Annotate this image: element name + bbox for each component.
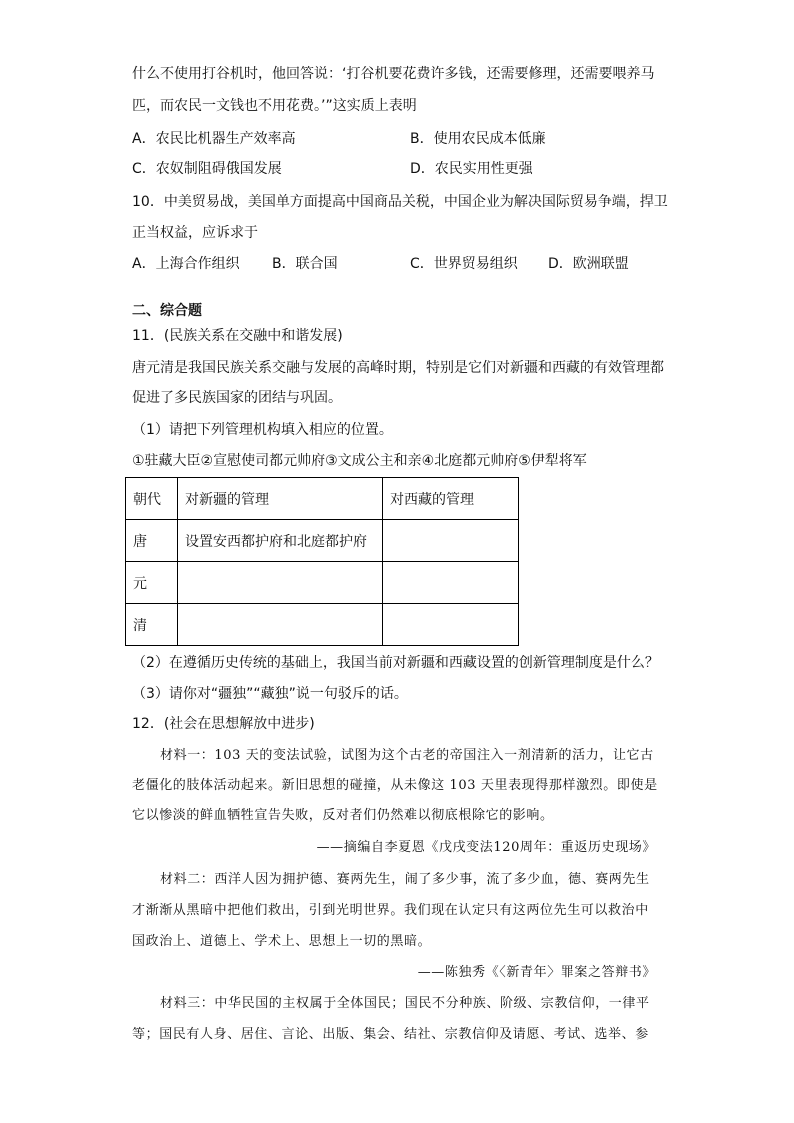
q10-option-b: B．联合国 [272, 256, 338, 272]
q11-intro-line-1: 唐元清是我国民族关系交融与发展的高峰时期，特别是它们对新疆和西藏的有效管理都 [132, 360, 664, 376]
q12-material-2-line-1: 材料二：西洋人因为拥护德、赛两先生，闹了多少事，流了多少血，德、赛两先生 [160, 872, 650, 887]
table-cell-blank[interactable] [178, 562, 383, 604]
table-cell-blank[interactable] [178, 604, 383, 646]
table-header-cell: 对新疆的管理 [178, 478, 383, 520]
q10-option-c: C．世界贸易组织 [410, 256, 518, 272]
table-cell: 唐 [126, 520, 178, 562]
section-heading: 二、综合题 [132, 303, 202, 319]
q10-stem-line-1: 10．中美贸易战，美国单方面提高中国商品关税，中国企业为解决国际贸易争端，捍卫 [132, 194, 668, 210]
q12-material-1-line-1: 材料一：103 天的变法试验，试图为这个古老的帝国注入一剂清新的活力，让它古 [160, 748, 654, 763]
q9-option-a: A．农民比机器生产效率高 [132, 131, 296, 147]
q11-subquestion-1: （1）请把下列管理机构填入相应的位置。 [132, 422, 393, 438]
q9-option-d: D．农民实用性更强 [410, 161, 533, 177]
q11-title: 11．(民族关系在交融中和谐发展) [132, 328, 343, 344]
q9-stem-line-2: 匹，而农民一文钱也不用花费。’”这实质上表明 [132, 98, 417, 114]
table-cell-blank[interactable] [383, 604, 519, 646]
table-cell: 清 [126, 604, 178, 646]
table-cell-blank[interactable] [383, 520, 519, 562]
q12-material-1-line-2: 老僵化的肢体活动起来。新旧思想的碰撞，从未像这 103 天里表现得那样激烈。即使是 [132, 778, 658, 793]
q12-material-2-line-3: 国政治上、道德上、学术上、思想上一切的黑暗。 [132, 934, 432, 949]
table-cell: 设置安西都护府和北庭都护府 [178, 520, 383, 562]
q12-material-3-line-1: 材料三：中华民国的主权属于全体国民；国民不分种族、阶级、宗教信仰，一律平 [160, 996, 650, 1011]
q10-stem-line-2: 正当权益，应诉求于 [132, 225, 258, 241]
table-header-row [126, 478, 519, 520]
table-cell-blank[interactable] [383, 562, 519, 604]
q10-option-a: A．上海合作组织 [132, 256, 240, 272]
table-row [126, 604, 519, 646]
q11-intro-line-2: 促进了多民族国家的团结与巩固。 [132, 390, 342, 406]
q11-table [125, 477, 519, 646]
q12-material-2-source: ——陈独秀《〈新青年〉罪案之答辩书》 [417, 965, 656, 980]
q9-option-c: C．农奴制阻碍俄国发展 [132, 161, 282, 177]
q12-material-3-line-2: 等；国民有人身、居住、言论、出版、集会、结社、宗教信仰及请愿、考试、选举、参 [132, 1027, 649, 1042]
q11-subquestion-3: （3）请你对“疆独”“藏独”说一句驳斥的话。 [132, 686, 408, 702]
q12-material-2-line-2: 才渐渐从黑暗中把他们救出，引到光明世界。我们现在认定只有这两位先生可以救治中 [132, 903, 649, 918]
table-row [126, 562, 519, 604]
table-row [126, 520, 519, 562]
q9-stem-line-1: 什么不使用打谷机时，他回答说：‘打谷机要花费许多钱，还需要修理，还需要喂养马 [132, 66, 655, 82]
q12-material-1-line-3: 它以惨淡的鲜血牺牲宣告失败，反对者们仍然难以彻底根除它的影响。 [132, 808, 554, 823]
table-cell: 元 [126, 562, 178, 604]
q12-title: 12．(社会在思想解放中进步) [132, 716, 315, 732]
q9-option-b: B．使用农民成本低廉 [410, 131, 546, 147]
q11-subquestion-2: （2）在遵循历史传统的基础上，我国当前对新疆和西藏设置的创新管理制度是什么？ [132, 655, 659, 671]
q10-option-d: D．欧洲联盟 [548, 256, 629, 272]
q12-material-1-source: ——摘编自李夏恩《戊戌变法120周年：重返历史现场》 [316, 840, 656, 855]
table-header-cell: 朝代 [126, 478, 178, 520]
q11-choices: ①驻藏大臣②宣慰使司都元帅府③文成公主和亲④北庭都元帅府⑤伊犁将军 [132, 453, 587, 469]
table-header-cell: 对西藏的管理 [383, 478, 519, 520]
